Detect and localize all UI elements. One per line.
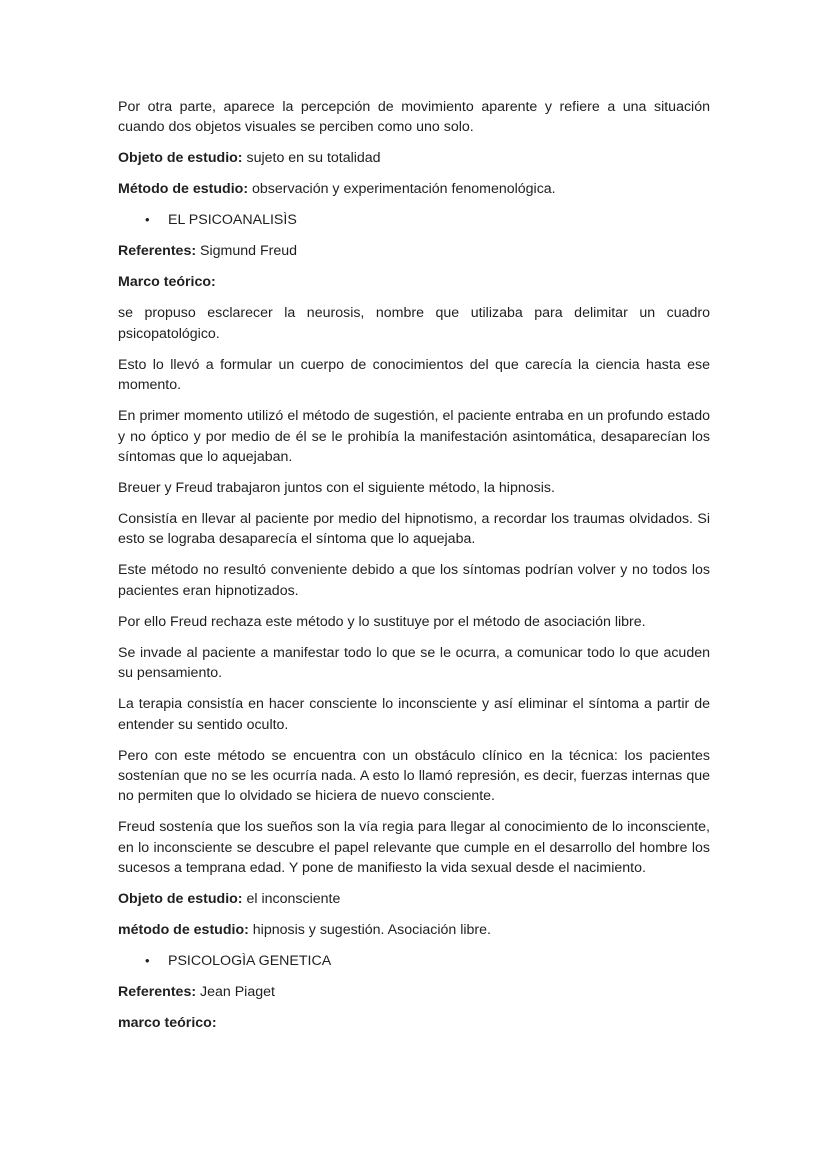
psicoanalisis-objeto-de-estudio <box>118 889 710 909</box>
field-value: observación y experimentación fenomenológica. <box>248 181 556 198</box>
field-label: Referentes: <box>118 984 197 1001</box>
field-value: Jean Piaget <box>196 984 275 1001</box>
field-label: marco teórico: <box>118 1015 217 1032</box>
paragraph-metodo-sugestion: En primer momento utilizó el método de sugestión, el paciente entraba en un profundo estado y no óptico y por medio de él se le prohibía la manifestación asintomática, desaparecían los síntomas que lo aquejaban. <box>118 408 710 466</box>
gestalt-objeto-de-estudio <box>118 148 710 168</box>
paragraph-hipnotismo: Consistía en llevar al paciente por medio del hipnotismo, a recordar los traumas olvidados. Si esto se lograba desaparecía el síntoma que lo aquejaba. <box>118 511 710 548</box>
psicoanalisis-marco-teorico <box>118 272 710 292</box>
field-value: el inconsciente <box>242 891 341 908</box>
paragraph-metodo-no-conveniente: Este método no resultó conveniente debido a que los síntomas podrían volver y no todos los pacientes eran hipnotizados. <box>118 562 710 599</box>
document-page <box>118 97 710 1044</box>
field-label: Referentes: <box>118 243 197 260</box>
paragraph-hipnosis: Breuer y Freud trabajaron juntos con el siguiente método, la hipnosis. <box>118 480 555 497</box>
genetica-marco-teorico <box>118 1013 710 1033</box>
paragraph-manifestar: Se invade al paciente a manifestar todo lo que se le ocurra, a comunicar todo lo que acuden su pensamiento. <box>118 644 710 682</box>
section-heading-psicoanalisis <box>118 210 710 230</box>
field-value: hipnosis y sugestión. Asociación libre. <box>248 922 491 939</box>
field-value: sujeto en su totalidad <box>242 150 381 167</box>
paragraph-movimiento-aparente: Por otra parte, aparece la percepción de movimiento aparente y refiere a una situación cuando dos objetos visuales se perciben como uno solo. <box>118 99 710 136</box>
bullet-icon: • <box>145 953 150 969</box>
field-label: Objeto de estudio: <box>118 891 243 908</box>
field-label: Método de estudio: <box>118 181 249 198</box>
section-heading-psicologia-genetica <box>118 951 710 971</box>
field-label: método de estudio: <box>118 922 249 939</box>
genetica-referentes <box>118 982 710 1002</box>
field-label: Marco teórico: <box>118 274 216 291</box>
paragraph-cuerpo-conocimientos: Esto lo llevó a formular un cuerpo de conocimientos del que carecía la ciencia hasta ese momento. <box>118 356 710 394</box>
section-title: EL PSICOANALISÌS <box>168 212 297 229</box>
bullet-icon: • <box>145 212 150 228</box>
paragraph-suenos: Freud sostenía que los sueños son la vía regia para llegar al conocimiento de lo inconsciente, en lo inconsciente se descubre el papel relevante que cumple en el desarrollo del hombre los sucesos a temprana edad. Y pone de manifiesto la vida sexual desde el nacimiento. <box>118 819 710 877</box>
psicoanalisis-referentes <box>118 241 710 261</box>
paragraph-represion: Pero con este método se encuentra con un obstáculo clínico en la técnica: los pacientes sostenían que no se les ocurría nada. A esto lo llamó represión, es decir, fuerzas internas que no permiten que lo olvidado se hiciera de nuevo consciente. <box>118 747 710 805</box>
section-title: PSICOLOGÌA GENETICA <box>168 953 332 970</box>
paragraph-terapia: La terapia consistía en hacer consciente lo inconsciente y así eliminar el síntoma a partir de entender su sentido oculto. <box>118 696 710 733</box>
gestalt-metodo-de-estudio <box>118 179 710 199</box>
psicoanalisis-metodo-de-estudio <box>118 920 710 940</box>
field-value: Sigmund Freud <box>196 243 298 260</box>
paragraph-asociacion-libre: Por ello Freud rechaza este método y lo sustituye por el método de asociación libre. <box>118 613 646 630</box>
field-label: Objeto de estudio: <box>118 150 243 167</box>
paragraph-neurosis: se propuso esclarecer la neurosis, nombre que utilizaba para delimitar un cuadro psicopatológico. <box>118 305 710 342</box>
